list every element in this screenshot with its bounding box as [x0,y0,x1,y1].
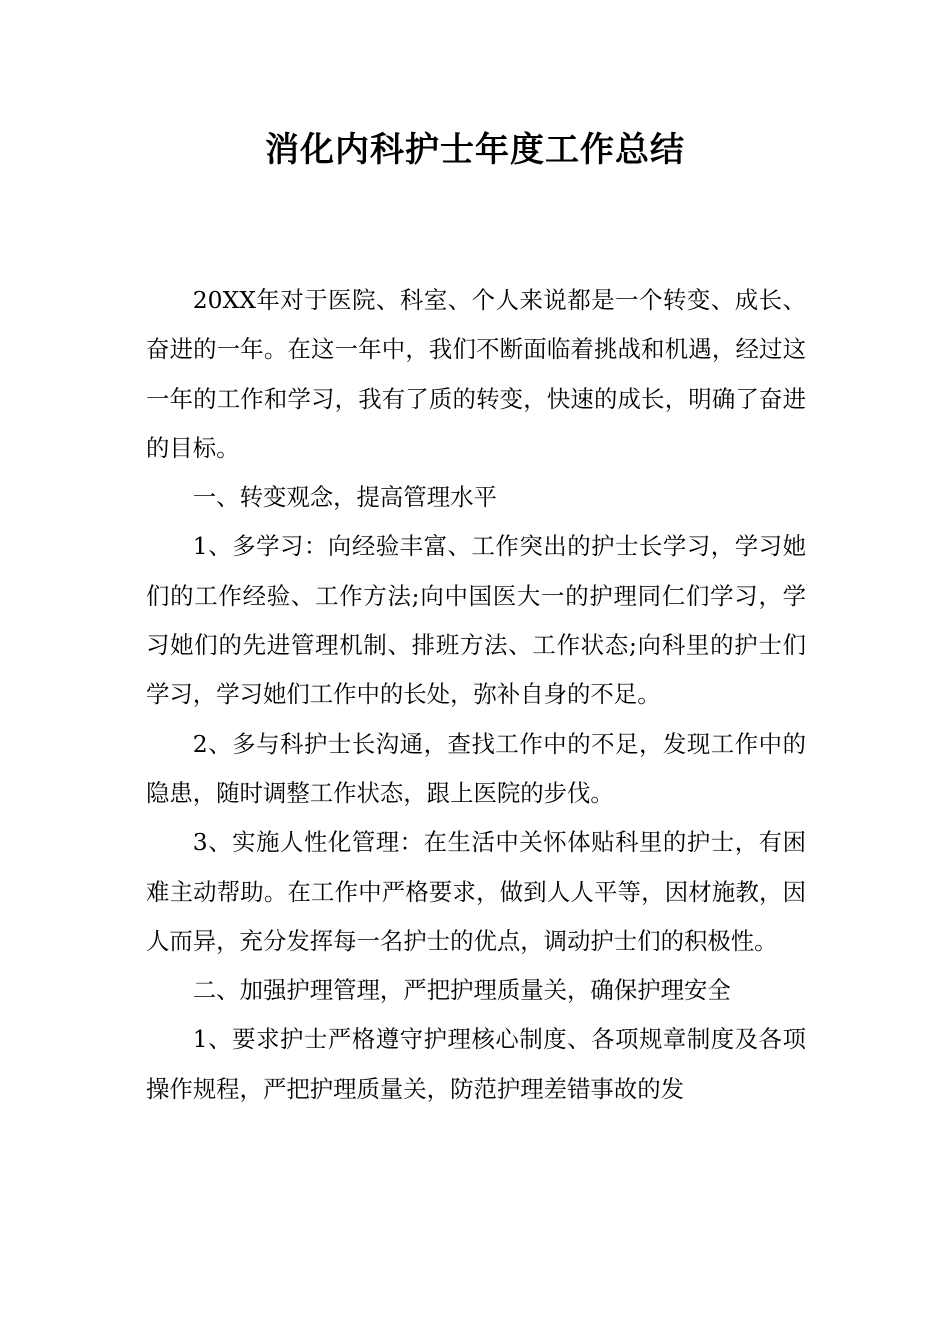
document-title: 消化内科护士年度工作总结 [265,130,685,170]
paragraph-item-2-1: 1、要求护士严格遵守护理核心制度、各项规章制度及各项操作规程，严把护理质量关，防范护理差错事故的发 [146,1025,806,1103]
paragraph-intro: 20XX年对于医院、科室、个人来说都是一个转变、成长、奋进的一年。在这一年中，我们不断面临着挑战和机遇，经过这一年的工作和学习，我有了质的转变，快速的成长，明确了奋进的目标。 [146,286,806,462]
paragraph-item-1-1: 1、多学习：向经验丰富、工作突出的护士长学习，学习她们的工作经验、工作方法;向中国医大一的护理同仁们学习，学习她们的先进管理机制、排班方法、工作状态;向科里的护士们学习，学习她们工作中的长处，弥补自身的不足。 [146,532,806,709]
paragraph-item-1-3: 3、实施人性化管理：在生活中关怀体贴科里的护士，有困难主动帮助。在工作中严格要求，做到人人平等，因材施教，因人而异，充分发挥每一名护士的优点，调动护士们的积极性。 [146,828,806,955]
document-body [146,276,806,1114]
section-heading-2: 二、加强护理管理，严把护理质量关，确保护理安全 [192,976,731,1005]
section-heading-1: 一、转变观念，提高管理水平 [192,483,497,512]
paragraph-item-1-2: 2、多与科护士长沟通，查找工作中的不足，发现工作中的隐患，随时调整工作状态，跟上医院的步伐。 [146,729,806,807]
